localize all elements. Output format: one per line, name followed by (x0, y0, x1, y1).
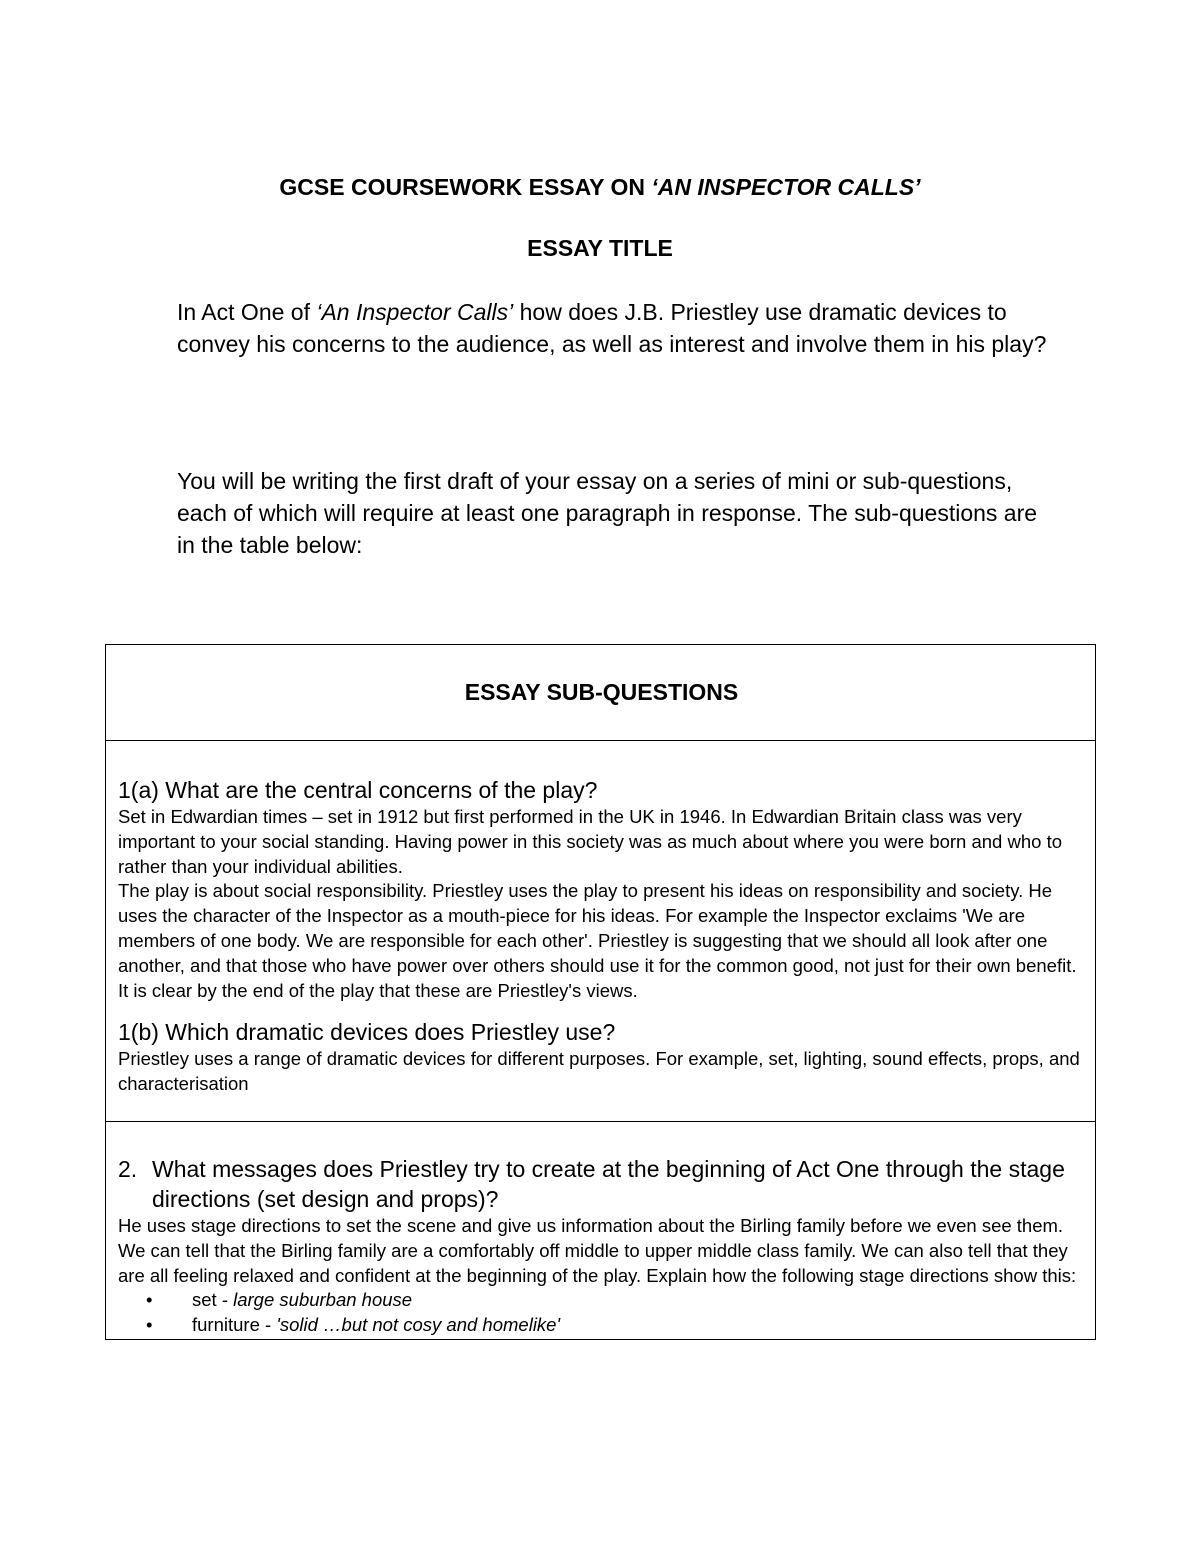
prompt-before: In Act One of (177, 299, 317, 325)
bullet-label: set - (192, 1289, 234, 1311)
list-item (118, 1313, 1085, 1338)
sub-questions-table (105, 644, 1096, 1340)
bullet-value: large suburban house (233, 1289, 413, 1311)
question-1a-para-1: Set in Edwardian times – set in 1912 but first performed in the UK in 1946. In Edwardian Britain class was very important to your social standing. Having power in this society was as much about where you were born and who to rather than your individual abilities. (118, 806, 1062, 877)
document-title-play: ‘AN INSPECTOR CALLS’ (651, 174, 921, 200)
question-1a: 1(a) What are the central concerns of the play? (118, 777, 598, 803)
question-2-cell (106, 1121, 1096, 1339)
question-1-cell (106, 741, 1096, 1122)
instructions-paragraph: You will be writing the first draft of your essay on a series of mini or sub-questions, each of which will require at least one paragraph in response. The sub-questions are in the table below: (177, 468, 1038, 558)
prompt-play-title: ‘An Inspector Calls’ (316, 299, 514, 325)
question-2-text: What messages does Priestley try to create at the beginning of Act One through the stage directions (set design and props)? (152, 1155, 1065, 1212)
essay-title-heading: ESSAY TITLE (527, 235, 673, 261)
question-1b: 1(b) Which dramatic devices does Priestley use? (118, 1019, 616, 1046)
document-title-prefix: GCSE COURSEWORK ESSAY ON (279, 174, 652, 200)
table-heading: ESSAY SUB-QUESTIONS (106, 645, 1096, 741)
prompt-after: how does J.B. Priestley use dramatic devices to convey his concerns to the audience, as well as interest and involve them in his play? (177, 299, 1047, 357)
essay-prompt (177, 296, 1057, 360)
document-title (0, 172, 1200, 202)
bullet-icon: • (146, 1314, 153, 1336)
bullet-value: 'solid …but not cosy and homelike' (276, 1314, 561, 1336)
question-2-body: He uses stage directions to set the scene and give us information about the Birling family before we even see them. We can tell that the Birling family are a comfortably off middle to upper middle class family. We can also tell that they are all feeling relaxed and confident at the beginning of the play. Explain how the following stage directions show this: (118, 1214, 1077, 1286)
bullet-label: furniture - (192, 1314, 277, 1336)
question-2 (118, 1154, 1085, 1214)
stage-directions-list (118, 1288, 1085, 1338)
question-2-number: 2. (118, 1155, 138, 1182)
question-1a-para-2: The play is about social responsibility. Priestley uses the play to present his ideas on responsibility and society. He uses the character of the Inspector as a mouth-piece for his ideas. For example the Inspector exclaims 'We are members of one body. We are responsible for each other'. Priestley is suggesting that we should all look after one another, and that those who have power over others should use it for the common good, not just for their own benefit. It is clear by the end of the play that these are Priestley's views. (118, 880, 1077, 1001)
list-item (118, 1288, 1085, 1313)
bullet-icon: • (146, 1289, 153, 1311)
question-1b-body: Priestley uses a range of dramatic devices for different purposes. For example, set, lighting, sound effects, props, and characterisation (118, 1048, 1080, 1095)
